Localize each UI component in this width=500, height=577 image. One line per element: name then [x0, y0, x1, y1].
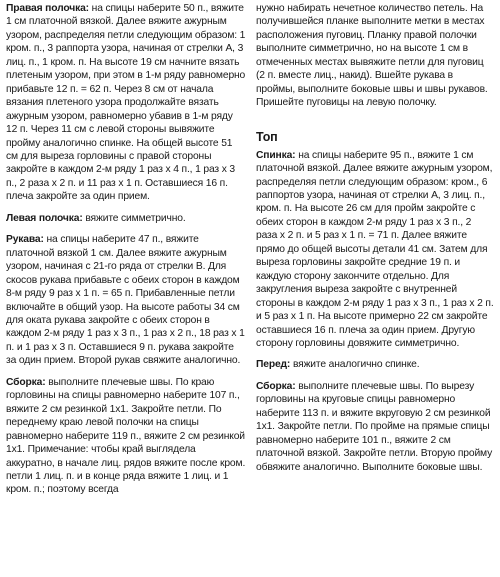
paragraph-front: [256, 358, 494, 371]
text-right-front: на спицы наберите 50 п., вяжите 1 см платочной вязкой. Далее вяжите ажурным узором, распределяя петли следующим образом: 1 кром. п., 3 раппорта узора, начиная от стрелки A, 3 лиц. п., 1 кром. п. На высоте 19 см начните вязать плетеным узором, при этом в 1-м ряду равномерно прибавьте 12 п. = 62 п. Через 8 см от начала вязания плетеного узора продолжайте вязать ажурным узором, равномерно убавив в 1-м ряду 12 п. Через 11 см с левой стороны вывяжите пройму аналогично спинке. На общей высоте 51 см для выреза горловины с правой стороны закройте в каждом 2-м ряду 1 раз х 4 п., 1 раз х 3 п., 2 раза х 2 п. и 11 раз х 1 п. Оставшиеся 16 п. плеча закройте за один прием.: [6, 3, 246, 203]
heading-assembly-top: Сборка:: [256, 380, 296, 392]
paragraph-back: [256, 149, 494, 351]
heading-back: Спинка:: [256, 149, 296, 161]
text-sleeves: на спицы наберите 47 п., вяжите платочной вязкой 1 см. Далее вяжите ажурным узором, начиная с 21-го ряда от стрелки B. Для скосов рукава прибавьте с обеих сторон в каждом 8-м ряду 9 раз х 1 п. = 65 п. Прибавленные петли включайте в общий узор. На высоте работы 34 см для оката рукава закройте с обеих сторон в каждом 2-м ряду 1 раз х 3 п., 1 раз х 2 п., 18 раз х 1 п. и 1 раз х 3 п. Оставшиеся 9 п. рукава закройте за один прием. Второй рукав свяжите аналогично.: [6, 234, 245, 367]
paragraph-right-front: [6, 2, 246, 204]
paragraph-sleeves: [6, 233, 246, 368]
paragraph-continuation: [256, 2, 494, 110]
left-column: [6, 2, 246, 505]
text-left-front: вяжите симметрично.: [85, 212, 186, 224]
paragraph-assembly-top: [256, 380, 494, 474]
right-column: [256, 2, 494, 482]
heading-left-front: Левая полочка:: [6, 212, 83, 224]
paragraph-left-front: [6, 212, 246, 225]
text-assembly-jacket: выполните плечевые швы. По краю горловины на спицы равномерно наберите 107 п., вяжите 2 см резинкой 1х1. Закройте петли. По переднему краю левой полочки на спицы равномерно наберите 119 п., вяжите 2 см резинкой 1х1. Примечание: чтобы край выглядела аккуратно, в начале лиц. рядов вяжите после кром. петли 1 лиц. п. и в конце ряда вяжите 1 лиц. и 1 кром. п.; поэтому всегда: [6, 376, 246, 496]
text-assembly-top: выполните плечевые швы. По вырезу горловины на круговые спицы равномерно наберите 113 п. и вяжите вкруговую 2 см резинкой 1х1. Закройте петли. По пройме на прямые спицы равномерно наберите 101 п., вяжите 2 см платочной вязкой. Закройте петли. Вторую пройму обвяжите аналогично. Выполните боковые швы.: [256, 380, 493, 473]
section-title-top: Топ: [256, 129, 278, 144]
heading-right-front: Правая полочка:: [6, 3, 89, 14]
heading-front: Перед:: [256, 359, 291, 371]
paragraph-assembly-jacket: [6, 376, 246, 497]
text-front: вяжите аналогично спинке.: [292, 359, 420, 371]
text-continuation: нужно набирать нечетное количество петель. На получившейся планке выполните метки в местах расположения пуговиц. Планку правой полочки выполните симметрично, но на высоте 1 см в отмеченных местах вывяжите петли для пуговиц (2 п. вместе лиц., накид). Вшейте рукава в проймы, выполните боковые швы и швы рукавов. Пришейте пуговицы на левую полочку.: [256, 3, 488, 109]
heading-sleeves: Рукава:: [6, 234, 44, 246]
heading-assembly-jacket: Сборка:: [6, 376, 46, 388]
text-back: на спицы наберите 95 п., вяжите 1 см платочной вязкой. Далее вяжите ажурным узором, распределяя петли следующим образом: кром., 6 раппортов узора, начиная от стрелки A, 3 лиц. п., кром. п. На высоте 26 см для пройм закройте с обеих сторон в каждом 2-м ряду 1 раз х 3 п., 2 раза х 2 п. и 5 раз х 1 п. = 71 п. Далее вяжите прямо до общей высоты детали 41 см. Затем для выреза горловины закройте средние 19 п. и каждую сторону закончите отдельно. Для закругления выреза закройте с внутренней стороны в каждом 2-м ряду 1 раз х 3 п., 1 раз х 2 п. и 5 раз х 1 п. На высоте примерно 22 см закройте оставшиеся 16 п. плеча за один прием. Другую сторону горловины довяжите симметрично.: [256, 149, 494, 349]
